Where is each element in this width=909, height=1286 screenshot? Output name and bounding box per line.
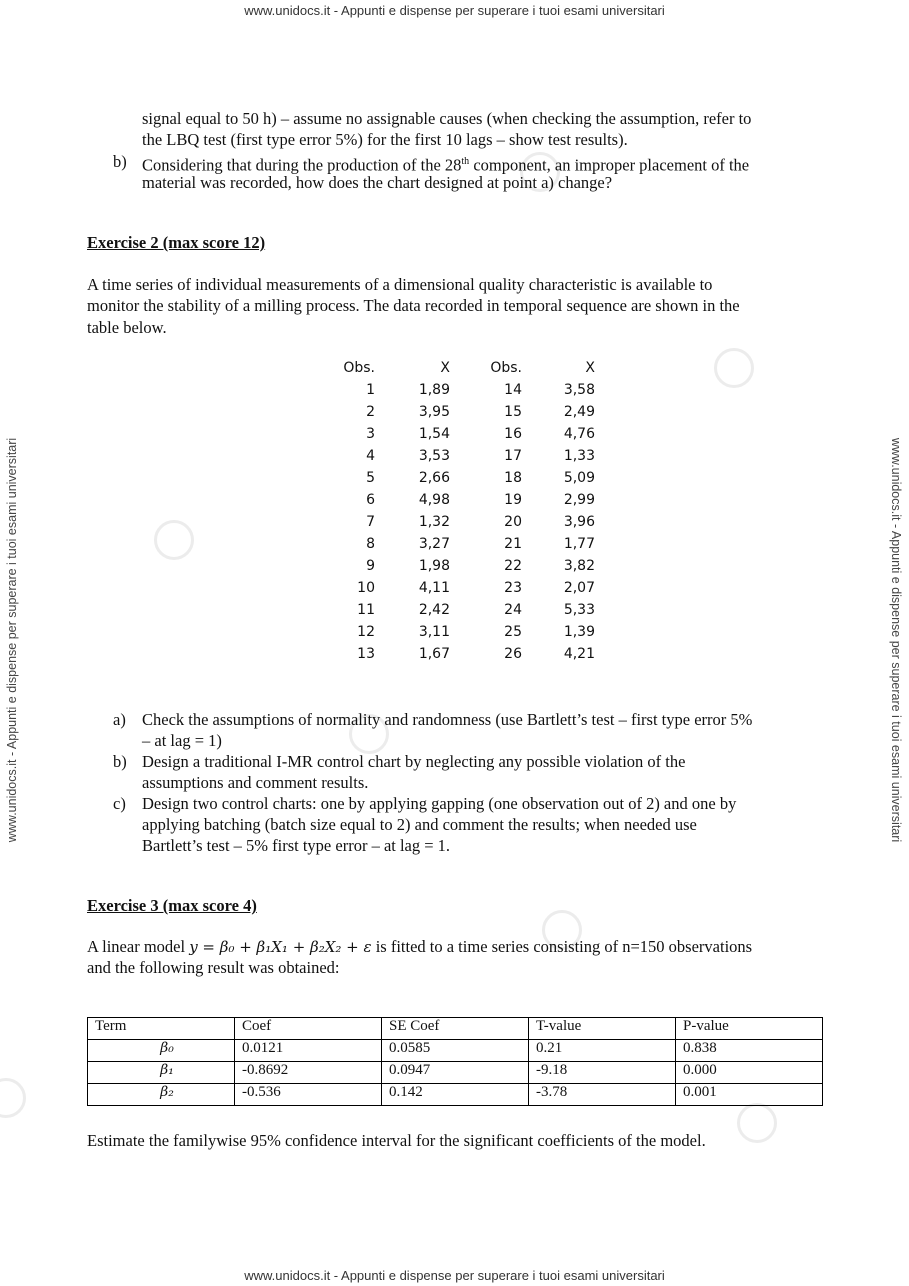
table-cell: 1,77 [563,536,595,552]
table-cell: 19 [504,492,522,508]
table-cell: 14 [504,382,522,398]
term-cell: β₁ [88,1062,235,1084]
table-cell: 10 [357,580,375,596]
col-header: T-value [529,1018,676,1040]
table-cell: 4,11 [418,580,450,596]
table-cell: 5 [366,470,375,486]
table-cell: 6 [366,492,375,508]
table-cell: 4,76 [563,426,595,442]
table-cell: 4,98 [418,492,450,508]
table-cell: 3,95 [418,404,450,420]
table-cell: 1,89 [418,382,450,398]
table-cell: 3,58 [563,382,595,398]
table-cell: 2,66 [418,470,450,486]
linear-model-formula: y = β₀ + β₁X₁ + β₂X₂ + ε [189,938,372,956]
watermark-logo-icon [714,348,754,388]
table-cell: 1,33 [563,448,595,464]
table-cell: 1 [366,382,375,398]
cell: 0.0585 [382,1040,529,1062]
table-header: Obs. [343,360,375,376]
table-cell: 2,42 [418,602,450,618]
table-cell: 13 [357,646,375,662]
table-cell: 16 [504,426,522,442]
table-cell: 5,33 [563,602,595,618]
cell: -0.536 [235,1084,382,1106]
regression-results-table [87,1017,823,1106]
col-header: P-value [676,1018,823,1040]
table-cell: 20 [504,514,522,530]
table-cell: 1,32 [418,514,450,530]
table-cell: 3,82 [563,558,595,574]
watermark-bottom: www.unidocs.it - Appunti e dispense per superare i tuoi esami universitari [244,1268,665,1283]
table-header: Obs. [490,360,522,376]
col-header: Term [88,1018,235,1040]
table-row [88,1062,823,1084]
table-cell: 8 [366,536,375,552]
table-header: X [585,360,595,376]
table-cell: 1,54 [418,426,450,442]
col-header: SE Coef [382,1018,529,1040]
table-cell: 3,27 [418,536,450,552]
table-cell: 26 [504,646,522,662]
table-cell: 3,96 [563,514,595,530]
exercise3-heading: Exercise 3 (max score 4) [87,896,257,915]
table-cell: 2 [366,404,375,420]
table-cell: 15 [504,404,522,420]
table-cell: 9 [366,558,375,574]
watermark-logo-icon [154,520,194,560]
table-cell: 18 [504,470,522,486]
watermark-right: www.unidocs.it - Appunti e dispense per superare i tuoi esami universitari [889,437,903,843]
cell: 0.21 [529,1040,676,1062]
table-cell: 17 [504,448,522,464]
col-header: Coef [235,1018,382,1040]
table-header-row [88,1018,823,1040]
exercise2-heading: Exercise 2 (max score 12) [87,233,266,252]
cell: 0.142 [382,1084,529,1106]
table-cell: 1,67 [418,646,450,662]
table-cell: 1,98 [418,558,450,574]
table-cell: 22 [504,558,522,574]
table-cell: 3,53 [418,448,450,464]
watermark-logo-icon [737,1103,777,1143]
table-cell: 2,07 [563,580,595,596]
table-cell: 11 [357,602,375,618]
cell: 0.0947 [382,1062,529,1084]
term-cell: β₀ [88,1040,235,1062]
cell: 0.001 [676,1084,823,1106]
term-cell: β₂ [88,1084,235,1106]
table-cell: 24 [504,602,522,618]
table-cell: 23 [504,580,522,596]
table-cell: 5,09 [563,470,595,486]
cell: -0.8692 [235,1062,382,1084]
cell: 0.000 [676,1062,823,1084]
table-cell: 4,21 [563,646,595,662]
table-cell: 12 [357,624,375,640]
cell: -9.18 [529,1062,676,1084]
table-cell: 3,11 [418,624,450,640]
cell: 0.838 [676,1040,823,1062]
watermark-left: www.unidocs.it - Appunti e dispense per superare i tuoi esami universitari [5,437,19,843]
table-row [88,1084,823,1106]
table-cell: 4 [366,448,375,464]
table-cell: 2,49 [563,404,595,420]
watermark-top: www.unidocs.it - Appunti e dispense per superare i tuoi esami universitari [244,3,665,18]
table-row [88,1040,823,1062]
table-cell: 21 [504,536,522,552]
table-cell: 25 [504,624,522,640]
cell: -3.78 [529,1084,676,1106]
table-cell: 7 [366,514,375,530]
watermark-logo-icon [0,1078,26,1118]
table-cell: 1,39 [563,624,595,640]
table-cell: 3 [366,426,375,442]
table-header: X [440,360,450,376]
cell: 0.0121 [235,1040,382,1062]
table-cell: 2,99 [563,492,595,508]
